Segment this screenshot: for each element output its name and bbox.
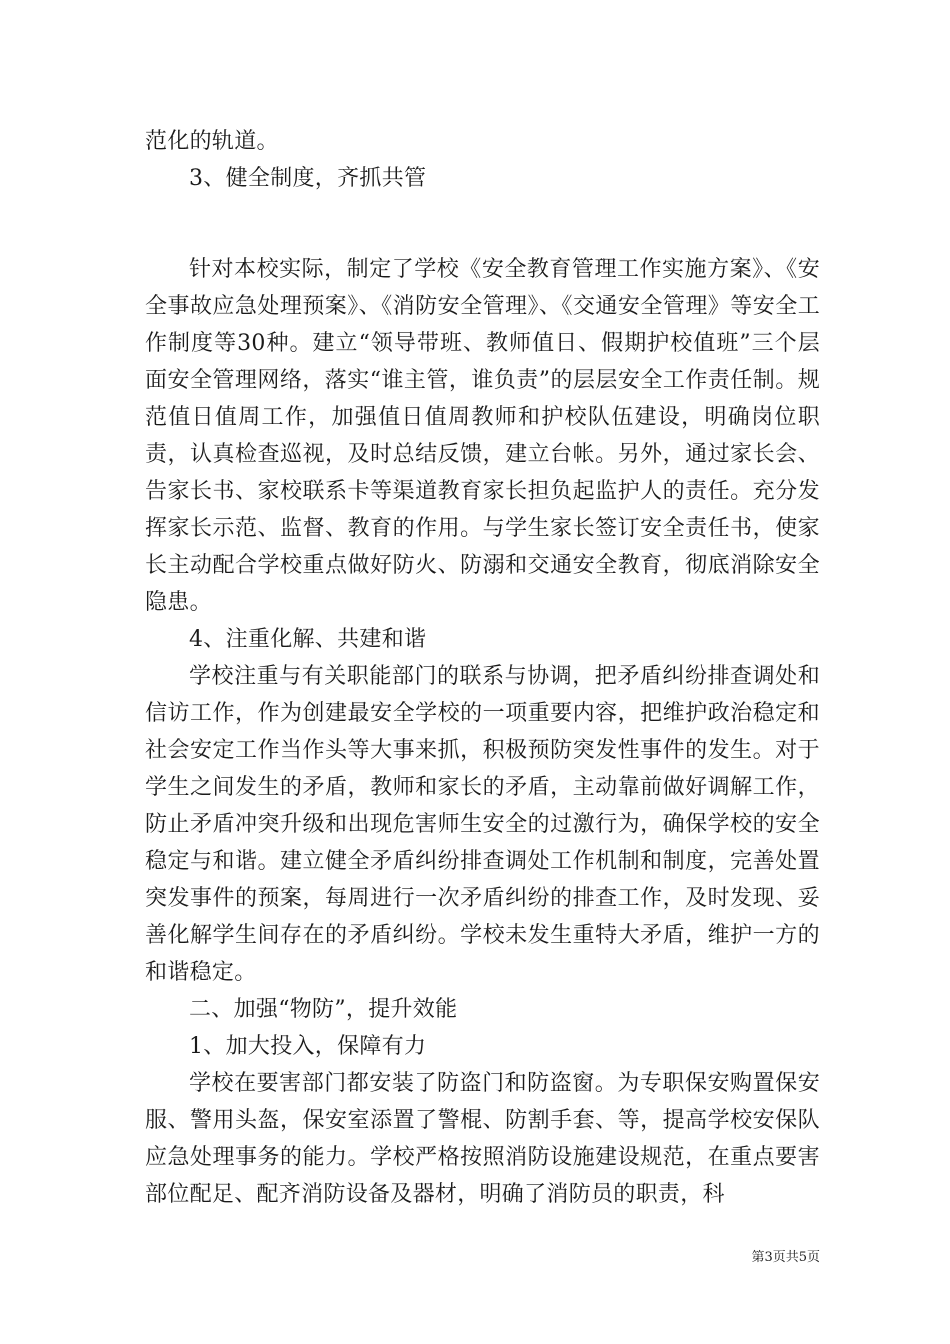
section-heading-3: 3、健全制度，齐抓共管	[189, 166, 427, 191]
section-heading-physical-defense: 二、加强“物防”，提升效能	[189, 997, 458, 1022]
main-text-block	[145, 251, 820, 1213]
paragraph-investment: 学校在要害部门都安装了防盗门和防盗窗。为专职保安购置保安服、警用头盔，保安室添置了警棍、防割手套、等，提高学校安保队应急处理事务的能力。学校严格按照消防设施建设规范，在重点要害部位配足、配齐消防设备及器材，明确了消防员的职责，科	[145, 1071, 820, 1207]
paragraph-system-measures: 针对本校实际，制定了学校《安全教育管理工作实施方案》、《安全事故应急处理预案》、《消防安全管理》、《交通安全管理》等安全工作制度等30种。建立“领导带班、教师值日、假期护校值班”三个层面安全管理网络，落实“谁主管，谁负责”的层层安全工作责任制。规范值日值周工作，加强值日值周教师和护校队伍建设，明确岗位职责，认真检查巡视，及时总结反馈，建立台帐。另外，通过家长会、告家长书、家校联系卡等渠道教育家长担负起监护人的责任。充分发挥家长示范、监督、教育的作用。与学生家长签订安全责任书，使家长主动配合学校重点做好防火、防溺和交通安全教育，彻底消除安全隐患。	[145, 257, 820, 615]
page-number-footer: 第3页共5页	[751, 1250, 820, 1265]
paragraph-continuation: 范化的轨道。	[145, 129, 279, 154]
section-heading-4: 4、注重化解、共建和谐	[189, 627, 427, 652]
section-heading-investment: 1、加大投入，保障有力	[189, 1034, 427, 1059]
top-text-block	[145, 123, 820, 197]
paragraph-dispute-resolution: 学校注重与有关职能部门的联系与协调，把矛盾纠纷排查调处和信访工作，作为创建最安全学校的一项重要内容，把维护政治稳定和社会安定工作当作头等大事来抓，积极预防突发性事件的发生。对于学生之间发生的矛盾，教师和家长的矛盾，主动靠前做好调解工作，防止矛盾冲突升级和出现危害师生安全的过激行为，确保学校的安全稳定与和谐。建立健全矛盾纠纷排查调处工作机制和制度，完善处置突发事件的预案，每周进行一次矛盾纠纷的排查工作，及时发现、妥善化解学生间存在的矛盾纠纷。学校未发生重特大矛盾，维护一方的和谐稳定。	[145, 664, 820, 985]
